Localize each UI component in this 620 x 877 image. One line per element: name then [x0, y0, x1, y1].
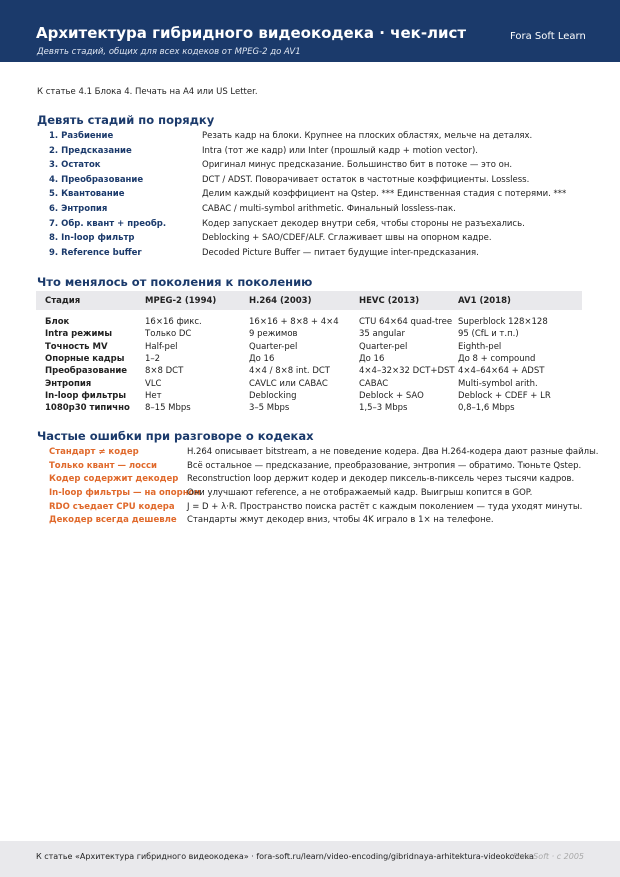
table-cell: 3–5 Mbps	[249, 403, 290, 414]
error-description: H.264 описывает bitstream, а не поведение кодера. Два H.264-кодера дают разные файлы.	[187, 447, 599, 457]
stage-description: DCT / ADST. Поворачивает остаток в частотные коэффициенты. Lossless.	[202, 174, 530, 185]
table-row	[36, 365, 582, 377]
table-cell: VLC	[145, 378, 162, 389]
table-cell: 1,5–3 Mbps	[359, 403, 408, 414]
stage-item	[49, 219, 609, 234]
table-row-label: Энтропия	[45, 378, 92, 389]
table-cell: Только DC	[145, 329, 192, 340]
stage-name: 8. In-loop фильтр	[49, 233, 135, 244]
table-cell: 8×8 DCT	[145, 366, 184, 377]
footer-text: К статье «Архитектура гибридного видеокодека» · fora-soft.ru/learn/video-encoding/gibridnaya-arhitektura-videokodeka	[36, 852, 534, 861]
table-cell: 16×16 фикс.	[145, 317, 202, 328]
error-name: Кодер содержит декодер	[49, 474, 179, 485]
stage-description: Intra (тот же кадр) или Inter (прошлый кадр + motion vector).	[202, 145, 479, 156]
stage-name: 3. Остаток	[49, 160, 101, 171]
error-description: Они улучшают reference, а не отображаемый кадр. Выигрыш копится в GOP.	[187, 488, 533, 499]
table-cell: 0,8–1,6 Mbps	[458, 403, 515, 414]
table-row	[36, 390, 582, 402]
table-header-row	[36, 291, 582, 310]
stage-item	[49, 131, 609, 146]
error-name: Стандарт ≠ кодер	[49, 447, 139, 457]
table-column-header: AV1 (2018)	[449, 291, 582, 310]
stage-item	[49, 204, 609, 219]
stage-item	[49, 248, 609, 263]
stage-description: Decoded Picture Buffer — питает будущие inter-предсказания.	[202, 247, 479, 258]
errors-list	[49, 447, 609, 529]
table-cell: Multi-symbol arith.	[458, 378, 538, 389]
table-column-header: Стадия	[36, 291, 136, 310]
table-cell: 4×4–64×64 + ADST	[458, 366, 545, 377]
table-cell: 95 (CfL и т.п.)	[458, 329, 519, 340]
table-cell: 1–2	[145, 354, 161, 365]
page-header	[0, 0, 620, 62]
intro-text: К статье 4.1 Блока 4. Печать на A4 или US Letter.	[37, 87, 258, 97]
table-row	[36, 402, 582, 414]
table-cell: 4×4–32×32 DCT+DST	[359, 366, 455, 377]
stage-item	[49, 189, 609, 204]
error-description: Стандарты жмут декодер вниз, чтобы 4K играло в 1× на телефоне.	[187, 515, 494, 526]
table-cell: Quarter-pel	[249, 341, 298, 352]
table-cell: 8–15 Mbps	[145, 403, 191, 414]
page-footer	[0, 841, 620, 877]
error-name: RDO съедает CPU кодера	[49, 501, 175, 512]
error-item	[49, 474, 609, 488]
table-cell: 4×4 / 8×8 int. DCT	[249, 366, 331, 377]
generations-heading: Что менялось от поколения к поколению	[37, 275, 313, 289]
table-cell: До 16	[249, 354, 275, 365]
table-column-header: H.264 (2003)	[240, 291, 350, 310]
stage-name: 1. Разбиение	[49, 131, 114, 141]
table-row	[36, 353, 582, 365]
table-row-label: Опорные кадры	[45, 354, 125, 365]
error-name: In-loop фильтры — на опорном	[49, 488, 202, 499]
table-cell: Deblocking	[249, 390, 297, 401]
error-description: Reconstruction loop держит кодер и декодер пиксель-в-пиксель через тысячи кадров.	[187, 474, 575, 485]
error-item	[49, 461, 609, 475]
table-row-label: Intra режимы	[45, 329, 113, 340]
stage-description: CABAC / multi-symbol arithmetic. Финальный lossless-пак.	[202, 203, 456, 214]
table-cell: Deblock + SAO	[359, 390, 424, 401]
table-cell: Superblock 128×128	[458, 317, 548, 328]
table-row-label: In-loop фильтры	[45, 390, 127, 401]
table-cell: Eighth-pel	[458, 341, 502, 352]
table-row	[36, 310, 582, 328]
error-item	[49, 515, 609, 529]
stage-description: Deblocking + SAO/CDEF/ALF. Сглаживает швы на опорном кадре.	[202, 233, 492, 244]
stage-name: 5. Квантование	[49, 189, 125, 200]
stage-name: 6. Энтропия	[49, 203, 108, 214]
brand-label: Fora Soft Learn	[510, 31, 586, 42]
table-row-label: Блок	[45, 317, 70, 328]
stage-description: Резать кадр на блоки. Крупнее на плоских областях, мельче на деталях.	[202, 131, 533, 141]
page-title: Архитектура гибридного видеокодека · чек-лист	[36, 24, 467, 42]
stage-item	[49, 146, 609, 161]
stage-name: 7. Обр. квант + преобр.	[49, 218, 167, 229]
table-row-label: Точность MV	[45, 341, 108, 352]
table-cell: Deblock + CDEF + LR	[458, 390, 551, 401]
stage-item	[49, 175, 609, 190]
errors-heading: Частые ошибки при разговоре о кодеках	[37, 429, 314, 443]
error-description: J = D + λ·R. Пространство поиска растёт с каждым поколением — туда уходят минуты.	[187, 501, 583, 512]
table-cell: Quarter-pel	[359, 341, 408, 352]
error-name: Только квант — лосси	[49, 460, 158, 471]
error-item	[49, 447, 609, 461]
stage-item	[49, 233, 609, 248]
table-column-header: HEVC (2013)	[350, 291, 449, 310]
table-cell: Half-pel	[145, 341, 178, 352]
table-row-label: 1080p30 типично	[45, 403, 130, 414]
table-row	[36, 341, 582, 353]
stage-description: Оригинал минус предсказание. Большинство бит в потоке — это он.	[202, 160, 513, 171]
table-cell: CAVLC или CABAC	[249, 378, 328, 389]
table-cell: 16×16 + 8×8 + 4×4	[249, 317, 339, 328]
table-cell: До 8 + compound	[458, 354, 536, 365]
stage-item	[49, 160, 609, 175]
table-cell: CABAC	[359, 378, 389, 389]
error-description: Всё остальное — предсказание, преобразование, энтропия — обратимо. Тюньте Qstep.	[187, 460, 582, 471]
stage-name: 9. Reference buffer	[49, 247, 142, 258]
error-item	[49, 502, 609, 516]
error-item	[49, 488, 609, 502]
error-name: Декодер всегда дешевле	[49, 515, 177, 526]
table-row	[36, 377, 582, 389]
stages-list	[49, 131, 609, 262]
stage-description: Кодер запускает декодер внутри себя, чтобы стороны не разъехались.	[202, 218, 525, 229]
table-row	[36, 328, 582, 340]
table-cell: CTU 64×64 quad-tree	[359, 317, 453, 328]
table-column-header: MPEG-2 (1994)	[136, 291, 240, 310]
stages-heading: Девять стадий по порядку	[37, 113, 215, 127]
footer-note: Fora Soft · с 2005	[512, 852, 584, 861]
generations-table	[36, 291, 582, 414]
stage-description: Делим каждый коэффициент на Qstep. *** Единственная стадия с потерями. ***	[202, 189, 567, 200]
page-subtitle: Девять стадий, общих для всех кодеков от MPEG-2 до AV1	[37, 47, 301, 57]
table-cell: До 16	[359, 354, 385, 365]
stage-name: 4. Преобразование	[49, 174, 144, 185]
table-cell: 9 режимов	[249, 329, 298, 340]
table-row-label: Преобразование	[45, 366, 128, 377]
table-cell: 35 angular	[359, 329, 405, 340]
stage-name: 2. Предсказание	[49, 145, 132, 156]
table-cell: Нет	[145, 390, 162, 401]
